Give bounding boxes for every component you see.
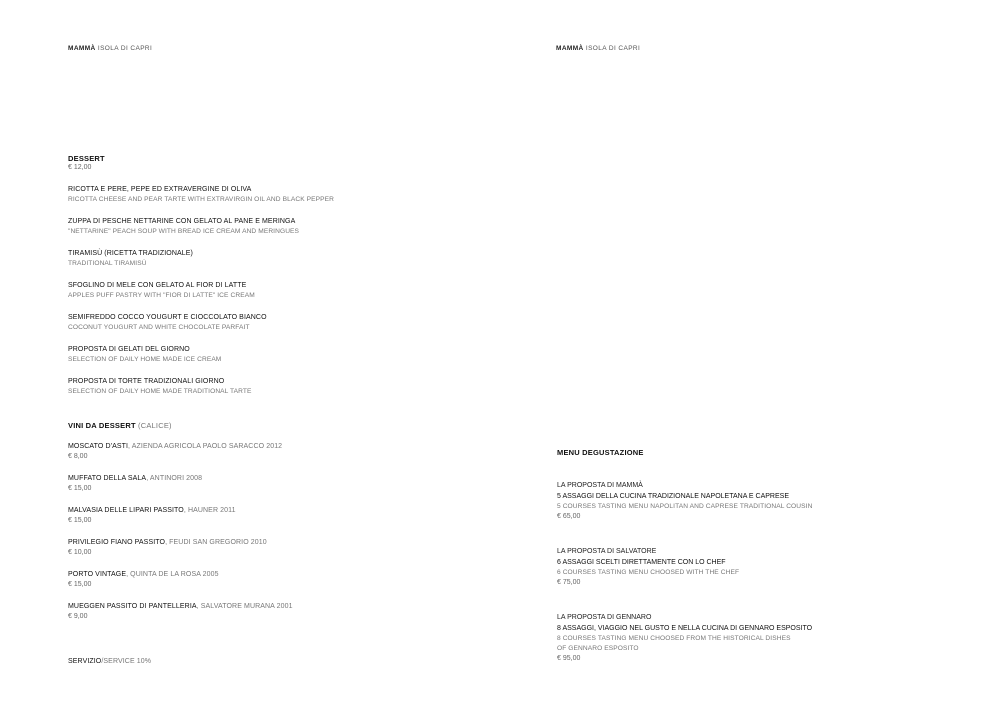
brand-location: ISOLA DI CAPRI: [97, 45, 153, 52]
tasting-menu-translation: 8 COURSES TASTING MENU CHOOSED FROM THE HISTORICAL DISHES: [557, 635, 791, 642]
tasting-menu-name: LA PROPOSTA DI MAMMÀ: [557, 482, 643, 489]
item-name: PROPOSTA DI TORTE TRADIZIONALI GIORNO: [68, 378, 225, 385]
item-translation: APPLES PUFF PASTRY WITH "FIOR DI LATTE" ICE CREAM: [68, 292, 255, 299]
menu-item: [68, 249, 193, 269]
wine-producer: , FEUDI SAN GREGORIO 2010: [165, 539, 267, 546]
item-translation: COCONUT YOUGURT AND WHITE CHOCOLATE PARFAIT: [68, 324, 250, 331]
tasting-menu-name: LA PROPOSTA DI GENNARO: [557, 614, 652, 621]
wine-item: [68, 538, 267, 558]
menu-item: [68, 281, 255, 301]
item-name: SEMIFREDDO COCCO YOUGURT E CIOCCOLATO BIANCO: [68, 314, 267, 321]
menu-item: [68, 217, 299, 237]
wine-name: MUFFATO DELLA SALA: [68, 475, 147, 482]
service-translation: /SERVICE 10%: [101, 658, 152, 665]
brand-name: MAMMÀ: [556, 45, 584, 52]
item-translation: RICOTTA CHEESE AND PEAR TARTE WITH EXTRAVIRGIN OIL AND BLACK PEPPER: [68, 196, 334, 203]
item-name: SFOGLINO DI MELE CON GELATO AL FIOR DI LATTE: [68, 282, 247, 289]
dessert-section-heading: [68, 154, 105, 173]
wine-item: [68, 506, 236, 526]
tasting-section-heading: [557, 448, 644, 457]
wine-producer: , QUINTA DE LA ROSA 2005: [126, 571, 219, 578]
item-name: ZUPPA DI PESCHE NETTARINE CON GELATO AL PANE E MERINGA: [68, 218, 296, 225]
tasting-menu-translation: 6 COURSES TASTING MENU CHOOSED WITH THE CHEF: [557, 569, 740, 576]
section-title: VINI DA DESSERT: [68, 421, 136, 430]
wine-price: € 9,00: [68, 613, 88, 620]
menu-item: [68, 185, 334, 205]
tasting-menu: [557, 612, 812, 664]
service-label: SERVIZIO: [68, 658, 102, 665]
wine-name: PORTO VINTAGE: [68, 571, 127, 578]
tasting-menu-description: 8 ASSAGGI, VIAGGIO NEL GUSTO E NELLA CUCINA DI GENNARO ESPOSITO: [557, 625, 813, 632]
brand-name: MAMMÀ: [68, 45, 96, 52]
item-translation: SELECTION OF DAILY HOME MADE TRADITIONAL TARTE: [68, 388, 252, 395]
wine-item: [68, 442, 282, 462]
wine-name: PRIVILEGIO FIANO PASSITO: [68, 539, 166, 546]
wine-producer: , ANTINORI 2008: [146, 475, 203, 482]
service-charge: [68, 657, 151, 667]
page-header: [68, 45, 152, 52]
tasting-menu-description: 6 ASSAGGI SCELTI DIRETTAMENTE CON LO CHEF: [557, 559, 726, 566]
item-name: RICOTTA E PERE, PEPE ED EXTRAVERGINE DI OLIVA: [68, 186, 252, 193]
wine-name: MUEGGEN PASSITO DI PANTELLERIA: [68, 603, 197, 610]
wine-price: € 8,00: [68, 453, 88, 460]
wine-price: € 15,00: [68, 485, 92, 492]
tasting-menu-price: € 95,00: [557, 655, 581, 662]
page-header: [556, 45, 640, 52]
tasting-menu: [557, 480, 812, 522]
wine-price: € 10,00: [68, 549, 92, 556]
wine-producer: , SALVATORE MURANA 2001: [196, 603, 293, 610]
brand-location: ISOLA DI CAPRI: [585, 45, 641, 52]
item-translation: TRADITIONAL TIRAMISÙ: [68, 260, 147, 267]
wine-name: MALVASIA DELLE LIPARI PASSITO: [68, 507, 184, 514]
item-name: PROPOSTA DI GELATI DEL GIORNO: [68, 346, 190, 353]
wine-price: € 15,00: [68, 581, 92, 588]
wine-name: MOSCATO D'ASTI: [68, 443, 129, 450]
section-title: MENU DEGUSTAZIONE: [557, 448, 644, 457]
section-title: DESSERT: [68, 154, 105, 163]
menu-item: [68, 345, 221, 365]
right-page: [496, 0, 992, 706]
tasting-menu: [557, 546, 739, 588]
section-price: € 12,00: [68, 164, 92, 171]
item-name: TIRAMISÙ (RICETTA TRADIZIONALE): [68, 250, 193, 257]
item-translation: SELECTION OF DAILY HOME MADE ICE CREAM: [68, 356, 222, 363]
wine-item: [68, 474, 202, 494]
wine-item: [68, 570, 219, 590]
wines-section-heading: [68, 421, 172, 430]
item-translation: "NETTARINE" PEACH SOUP WITH BREAD ICE CREAM AND MERINGUES: [68, 228, 300, 235]
wine-producer: , AZIENDA AGRICOLA PAOLO SARACCO 2012: [128, 443, 283, 450]
wine-price: € 15,00: [68, 517, 92, 524]
menu-item: [68, 313, 267, 333]
wine-item: [68, 602, 293, 622]
tasting-menu-description: 5 ASSAGGI DELLA CUCINA TRADIZIONALE NAPOLETANA E CAPRESE: [557, 493, 789, 500]
tasting-menu-price: € 75,00: [557, 579, 581, 586]
tasting-menu-translation-continued: OF GENNARO ESPOSITO: [557, 645, 639, 652]
tasting-menu-translation: 5 COURSES TASTING MENU NAPOLITAN AND CAPRESE TRADITIONAL COUSIN: [557, 503, 813, 510]
tasting-menu-price: € 65,00: [557, 513, 581, 520]
menu-item: [68, 377, 252, 397]
wine-producer: , HAUNER 2011: [183, 507, 236, 514]
tasting-menu-name: LA PROPOSTA DI SALVATORE: [557, 548, 657, 555]
section-subtitle: (CALICE): [138, 421, 172, 430]
